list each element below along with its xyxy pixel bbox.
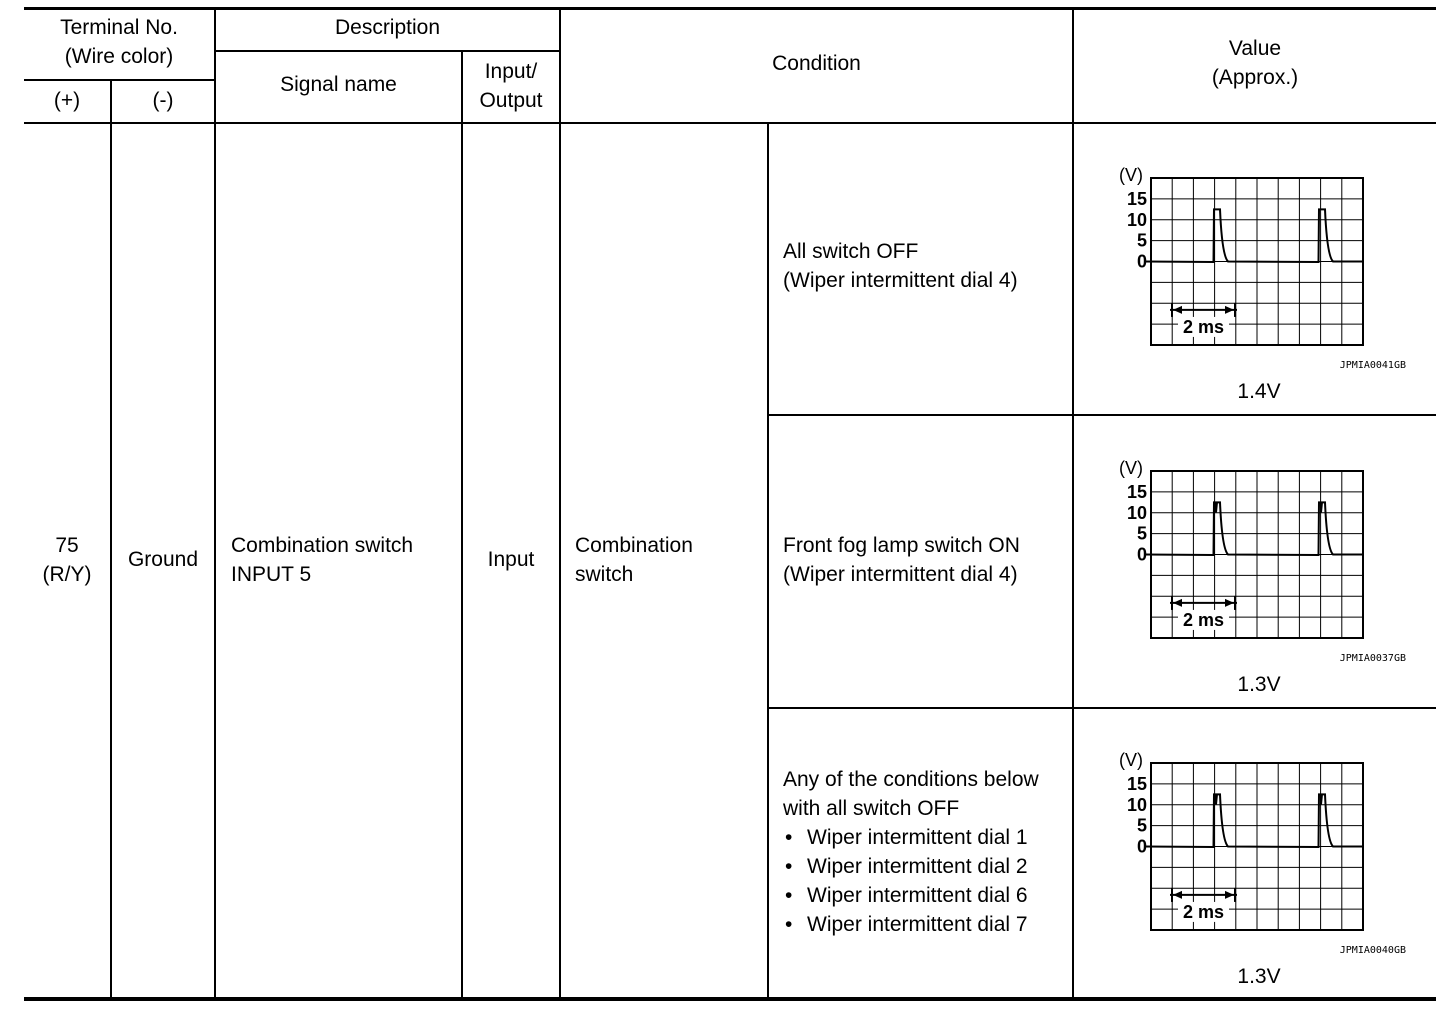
y-tick-label: 0 [1136,836,1147,857]
col-divider-terminal-description [214,9,216,998]
y-unit-label: (V) [1119,750,1143,770]
value-3: 1.3V [1237,965,1281,988]
y-unit-label: (V) [1119,458,1143,478]
bullet-item: • Wiper intermittent dial 1 [783,823,1039,852]
y-tick-label: 5 [1136,230,1147,251]
condition-bullet-list [783,823,1039,939]
y-tick-label: 15 [1126,188,1147,209]
bullet-item: • Wiper intermittent dial 6 [783,881,1039,910]
col-divider-condition-sub [767,123,769,998]
waveform-figure-3 [1110,747,1410,956]
waveform-trace [1145,794,1363,847]
input-output: Input [487,548,535,571]
signal-name: Combination switch INPUT 5 [231,534,414,586]
y-tick-label: 10 [1126,794,1147,815]
y-tick-label: 5 [1136,815,1147,836]
waveform-figure-2 [1110,455,1410,664]
terminal-minus: Ground [127,548,199,571]
header-signal-name: Signal name [280,73,397,96]
figure-code: JPMIA0041GB [1339,360,1406,371]
row-divider-1 [768,414,1436,416]
col-divider-plus-minus [110,80,112,998]
header-rule-description [215,50,560,52]
header-bottom-rule [24,122,1436,124]
table-bottom-rule [24,997,1436,1001]
value-2: 1.3V [1237,673,1281,696]
header-input-output: Input/ Output [479,60,543,112]
y-tick-label: 0 [1136,544,1147,565]
header-terminal-no: Terminal No. (Wire color) [60,16,178,68]
waveform-trace [1145,502,1363,555]
oscilloscope-svg [1110,455,1410,664]
figure-code: JPMIA0037GB [1339,653,1406,664]
table-top-rule [24,7,1436,10]
bullet-item: • Wiper intermittent dial 2 [783,852,1039,881]
terminal-plus: 75 (R/Y) [42,534,92,586]
col-divider-description-condition [559,9,561,998]
header-value: Value (Approx.) [1211,37,1299,89]
col-divider-condition-value [1072,9,1074,998]
y-tick-label: 10 [1126,209,1147,230]
figure-code: JPMIA0040GB [1339,945,1406,956]
time-scale-label: 2 ms [1182,316,1225,337]
condition-main: Combination switch [575,534,693,586]
y-tick-label: 15 [1126,481,1147,502]
header-plus: (+) [53,89,81,112]
y-unit-label: (V) [1119,165,1143,185]
header-rule-terminal [24,79,215,81]
subcondition-2: Front fog lamp switch ON (Wiper intermittent dial 4) [783,534,1020,586]
header-minus: (-) [152,89,174,112]
header-description: Description [334,16,441,39]
oscilloscope-svg [1110,747,1410,956]
value-1: 1.4V [1237,380,1281,403]
time-scale-label: 2 ms [1182,901,1225,922]
bullet-item: • Wiper intermittent dial 7 [783,910,1039,939]
y-tick-label: 0 [1136,251,1147,272]
y-tick-label: 15 [1126,773,1147,794]
subcondition-1: All switch OFF (Wiper intermittent dial 4) [783,240,1018,292]
row-divider-2 [768,707,1436,709]
waveform-trace [1145,209,1363,262]
y-tick-label: 5 [1136,523,1147,544]
header-condition: Condition [772,52,861,75]
waveform-figure-1 [1110,162,1410,371]
y-tick-label: 10 [1126,502,1147,523]
time-scale-label: 2 ms [1182,609,1225,630]
col-divider-signal-io [461,51,463,998]
oscilloscope-svg [1110,162,1410,371]
subcondition-3: Any of the conditions below with all switch OFF • Wiper intermittent dial 1 • Wiper intermittent dial 2 • Wiper intermittent dial 6 • Wiper intermittent dial 7 [783,765,1039,939]
